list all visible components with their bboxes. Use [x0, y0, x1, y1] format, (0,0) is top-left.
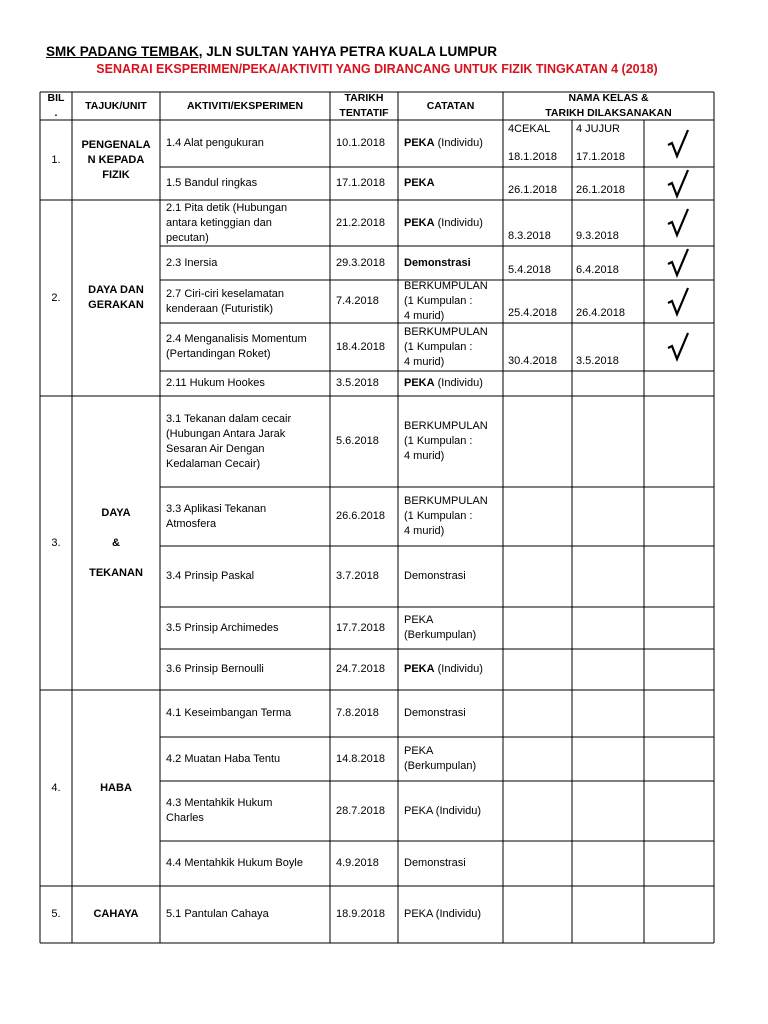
unit-number-text: 5.: [51, 908, 61, 920]
class-name-4cekal: 4CEKAL: [508, 123, 551, 135]
remark-text: [404, 804, 481, 819]
remark-cell: [398, 280, 503, 323]
unit-title-text: CAHAYA: [93, 908, 139, 920]
tentative-date-text: 10.1.2018: [336, 137, 385, 149]
check-mark-icon: [666, 332, 690, 362]
unit-number-text: 2.: [51, 291, 61, 304]
remark-type: PEKA: [404, 377, 435, 389]
class-date-4cekal: 25.4.2018: [508, 307, 557, 319]
activity-name-text: 2.3 Inersia: [166, 256, 218, 269]
remark-detail: (Individu): [434, 377, 483, 389]
activity-name: [160, 781, 330, 841]
unit-title-text: HABA: [100, 781, 132, 794]
class-date-4cekal: 26.1.2018: [508, 184, 557, 196]
remark-text: [404, 376, 483, 391]
remark-cell: [398, 841, 503, 886]
activity-name-text: 4.3 Mentahkik Hukum Charles: [166, 797, 273, 824]
check-mark-icon: [666, 208, 690, 238]
tentative-date: [330, 546, 398, 607]
remark-cell: [398, 487, 503, 546]
activity-name: [160, 120, 330, 167]
activity-name: [160, 607, 330, 649]
header-aktiviti-text: AKTIVITI/EKSPERIMEN: [186, 99, 304, 112]
remark-cell: [398, 886, 503, 943]
class-date-4jujur: 9.3.2018: [576, 230, 619, 242]
tentative-date-text: 18.9.2018: [336, 908, 385, 920]
header-tajuk: [72, 92, 160, 120]
remark-detail: Demonstrasi: [404, 857, 466, 869]
unit-title: [72, 396, 160, 690]
remark-detail: (Individu): [434, 663, 483, 675]
remark-cell: [398, 246, 503, 280]
activity-name-text: 4.4 Mentahkik Hukum Boyle: [166, 857, 303, 869]
class-name-4jujur: 4 JUJUR: [576, 123, 621, 135]
class-date-4cekal: 18.1.2018: [508, 151, 557, 163]
remark-text: [404, 569, 466, 584]
remark-text: [404, 419, 488, 464]
tentative-date-text: 14.8.2018: [336, 752, 385, 765]
unit-number-text: 3.: [51, 536, 61, 549]
remark-text: [404, 325, 488, 370]
activity-name: [160, 200, 330, 246]
tentative-date-text: 5.6.2018: [336, 435, 379, 447]
tentative-date: [330, 323, 398, 371]
activity-name-text: 3.5 Prinsip Archimedes: [166, 621, 279, 634]
remark-cell: [398, 607, 503, 649]
remark-detail: Demonstrasi: [404, 707, 466, 719]
unit-number: [40, 396, 72, 690]
unit-title-text: DAYA & TEKANAN: [89, 506, 143, 579]
unit-number-text: 1.: [51, 153, 61, 166]
school-address: , JLN SULTAN YAHYA PETRA KUALA LUMPUR: [198, 44, 498, 59]
remark-detail: (Individu): [434, 216, 483, 229]
tentative-date-text: 3.5.2018: [336, 377, 379, 389]
class-date-4jujur: 3.5.2018: [576, 355, 619, 367]
class-date-4cekal: 5.4.2018: [508, 264, 551, 276]
remark-cell: [398, 396, 503, 487]
header-nama-kelas: [503, 92, 714, 120]
tentative-date: [330, 371, 398, 396]
remark-detail: BERKUMPULAN (1 Kumpulan : 4 murid): [404, 280, 488, 322]
check-mark-icon: [666, 129, 690, 159]
activity-name: [160, 167, 330, 200]
tentative-date: [330, 841, 398, 886]
tentative-date-text: 26.6.2018: [336, 510, 385, 522]
document-subtitle: SENARAI EKSPERIMEN/PEKA/AKTIVITI YANG DIRANCANG UNTUK FIZIK TINGKATAN 4 (2018): [96, 62, 658, 76]
remark-text: [404, 256, 471, 271]
tentative-date: [330, 649, 398, 690]
tentative-date: [330, 886, 398, 943]
remark-cell: [398, 737, 503, 781]
header-catatan: [398, 92, 503, 120]
remark-text: [404, 136, 483, 151]
remark-type: PEKA: [404, 663, 435, 675]
activity-name: [160, 546, 330, 607]
tentative-date-text: 7.4.2018: [336, 295, 379, 307]
remark-detail: (Individu): [434, 137, 483, 149]
activity-name: [160, 737, 330, 781]
class-date-4jujur: 26.4.2018: [576, 307, 625, 319]
activity-name-text: 3.1 Tekanan dalam cecair (Hubungan Antara Jarak Sesaran Air Dengan Kedalaman Cecair): [166, 412, 292, 470]
header-bil: [40, 92, 72, 120]
tentative-date: [330, 690, 398, 737]
tentative-date: [330, 167, 398, 200]
header-bil-text: BIL .: [47, 92, 65, 119]
remark-text: [404, 216, 483, 231]
activity-name-text: 1.5 Bandul ringkas: [166, 177, 258, 189]
check-mark-icon: [666, 287, 690, 317]
tentative-date-text: 24.7.2018: [336, 663, 385, 675]
remark-text: [404, 744, 476, 774]
unit-number: [40, 120, 72, 200]
remark-cell: [398, 371, 503, 396]
activity-name-text: 3.4 Prinsip Paskal: [166, 570, 255, 582]
unit-number-text: 4.: [51, 781, 61, 794]
remark-cell: [398, 120, 503, 167]
remark-detail: Demonstrasi: [404, 570, 466, 582]
activity-name: [160, 246, 330, 280]
tentative-date-text: 29.3.2018: [336, 256, 385, 269]
activity-name: [160, 690, 330, 737]
unit-number: [40, 200, 72, 396]
unit-title-text: DAYA DAN GERAKAN: [88, 284, 144, 311]
class-date-4jujur: 17.1.2018: [576, 151, 625, 163]
header-tarikh-text: TARIKH TENTATIF: [339, 92, 389, 119]
remark-detail: PEKA (Individu): [404, 804, 482, 817]
activity-name-text: 4.2 Muatan Haba Tentu: [166, 752, 281, 765]
tentative-date-text: 3.7.2018: [336, 570, 379, 582]
remark-cell: [398, 781, 503, 841]
header-aktiviti: [160, 92, 330, 120]
tentative-date-text: 28.7.2018: [336, 804, 385, 817]
unit-title: [72, 120, 160, 200]
remark-cell: [398, 546, 503, 607]
unit-title: [72, 690, 160, 886]
header-catatan-text: CATATAN: [426, 99, 475, 112]
remark-text: [404, 856, 466, 871]
tentative-date-text: 4.9.2018: [336, 857, 379, 869]
remark-cell: [398, 167, 503, 200]
activity-name-text: 3.6 Prinsip Bernoulli: [166, 663, 264, 675]
activity-name: [160, 886, 330, 943]
activity-name: [160, 487, 330, 546]
remark-cell: [398, 690, 503, 737]
activity-name: [160, 841, 330, 886]
activity-name: [160, 371, 330, 396]
header-nama-kelas-text: NAMA KELAS & TARIKH DILAKSANAKAN: [545, 92, 672, 119]
tentative-date: [330, 280, 398, 323]
unit-number: [40, 886, 72, 943]
tentative-date: [330, 200, 398, 246]
check-mark-icon: [666, 169, 690, 199]
remark-text: [404, 907, 481, 922]
tentative-date-text: 17.7.2018: [336, 621, 385, 634]
activity-name-text: 2.4 Menganalisis Momentum (Pertandingan Roket): [166, 333, 307, 360]
class-date-4jujur: 26.1.2018: [576, 184, 625, 196]
unit-title: [72, 200, 160, 396]
remark-cell: [398, 649, 503, 690]
remark-detail: PEKA (Berkumpulan): [404, 745, 477, 772]
activity-name-text: 1.4 Alat pengukuran: [166, 137, 264, 149]
remark-cell: [398, 323, 503, 371]
remark-cell: [398, 200, 503, 246]
tentative-date: [330, 120, 398, 167]
remark-type: Demonstrasi: [404, 256, 471, 269]
tentative-date-text: 21.2.2018: [336, 216, 385, 229]
activity-name-text: 3.3 Aplikasi Tekanan Atmosfera: [166, 502, 267, 530]
activity-name-text: 5.1 Pantulan Cahaya: [166, 908, 269, 920]
tentative-date-text: 17.1.2018: [336, 177, 385, 189]
header-tajuk-text: TAJUK/UNIT: [85, 99, 147, 112]
remark-text: [404, 176, 435, 191]
activity-name-text: 2.11 Hukum Hookes: [166, 377, 265, 389]
tentative-date: [330, 781, 398, 841]
class-date-4cekal: 8.3.2018: [508, 230, 551, 242]
remark-text: [404, 662, 483, 677]
tentative-date: [330, 737, 398, 781]
activity-name-text: 4.1 Keseimbangan Terma: [166, 707, 292, 719]
remark-detail: BERKUMPULAN (1 Kumpulan : 4 murid): [404, 420, 488, 462]
activity-name: [160, 323, 330, 371]
remark-detail: BERKUMPULAN (1 Kumpulan : 4 murid): [404, 495, 488, 537]
remark-detail: BERKUMPULAN (1 Kumpulan : 4 murid): [404, 325, 488, 368]
remark-text: [404, 279, 488, 324]
remark-type: PEKA: [404, 216, 435, 229]
remark-type: PEKA: [404, 137, 435, 149]
unit-number: [40, 690, 72, 886]
tentative-date: [330, 487, 398, 546]
unit-title: [72, 886, 160, 943]
tentative-date: [330, 396, 398, 487]
activity-name: [160, 396, 330, 487]
remark-detail: PEKA (Individu): [404, 908, 482, 920]
class-date-4jujur: 6.4.2018: [576, 264, 619, 276]
remark-text: [404, 613, 476, 643]
school-name: SMK PADANG TEMBAK: [46, 44, 199, 59]
remark-text: [404, 494, 488, 539]
activity-name-text: 2.7 Ciri-ciri keselamatan kenderaan (Futuristik): [166, 287, 284, 315]
remark-type: PEKA: [404, 177, 435, 189]
tentative-date-text: 18.4.2018: [336, 340, 385, 353]
activity-name: [160, 280, 330, 323]
activity-name: [160, 649, 330, 690]
remark-detail: PEKA (Berkumpulan): [404, 614, 477, 641]
header-tarikh: [330, 92, 398, 120]
tentative-date: [330, 246, 398, 280]
activity-name-text: 2.1 Pita detik (Hubungan antara ketinggian dan pecutan): [166, 201, 288, 244]
check-mark-icon: [666, 248, 690, 278]
unit-title-text: PENGENALA N KEPADA FIZIK: [81, 138, 151, 181]
tentative-date-text: 7.8.2018: [336, 707, 379, 719]
tentative-date: [330, 607, 398, 649]
remark-text: [404, 706, 466, 721]
class-date-4cekal: 30.4.2018: [508, 355, 557, 367]
